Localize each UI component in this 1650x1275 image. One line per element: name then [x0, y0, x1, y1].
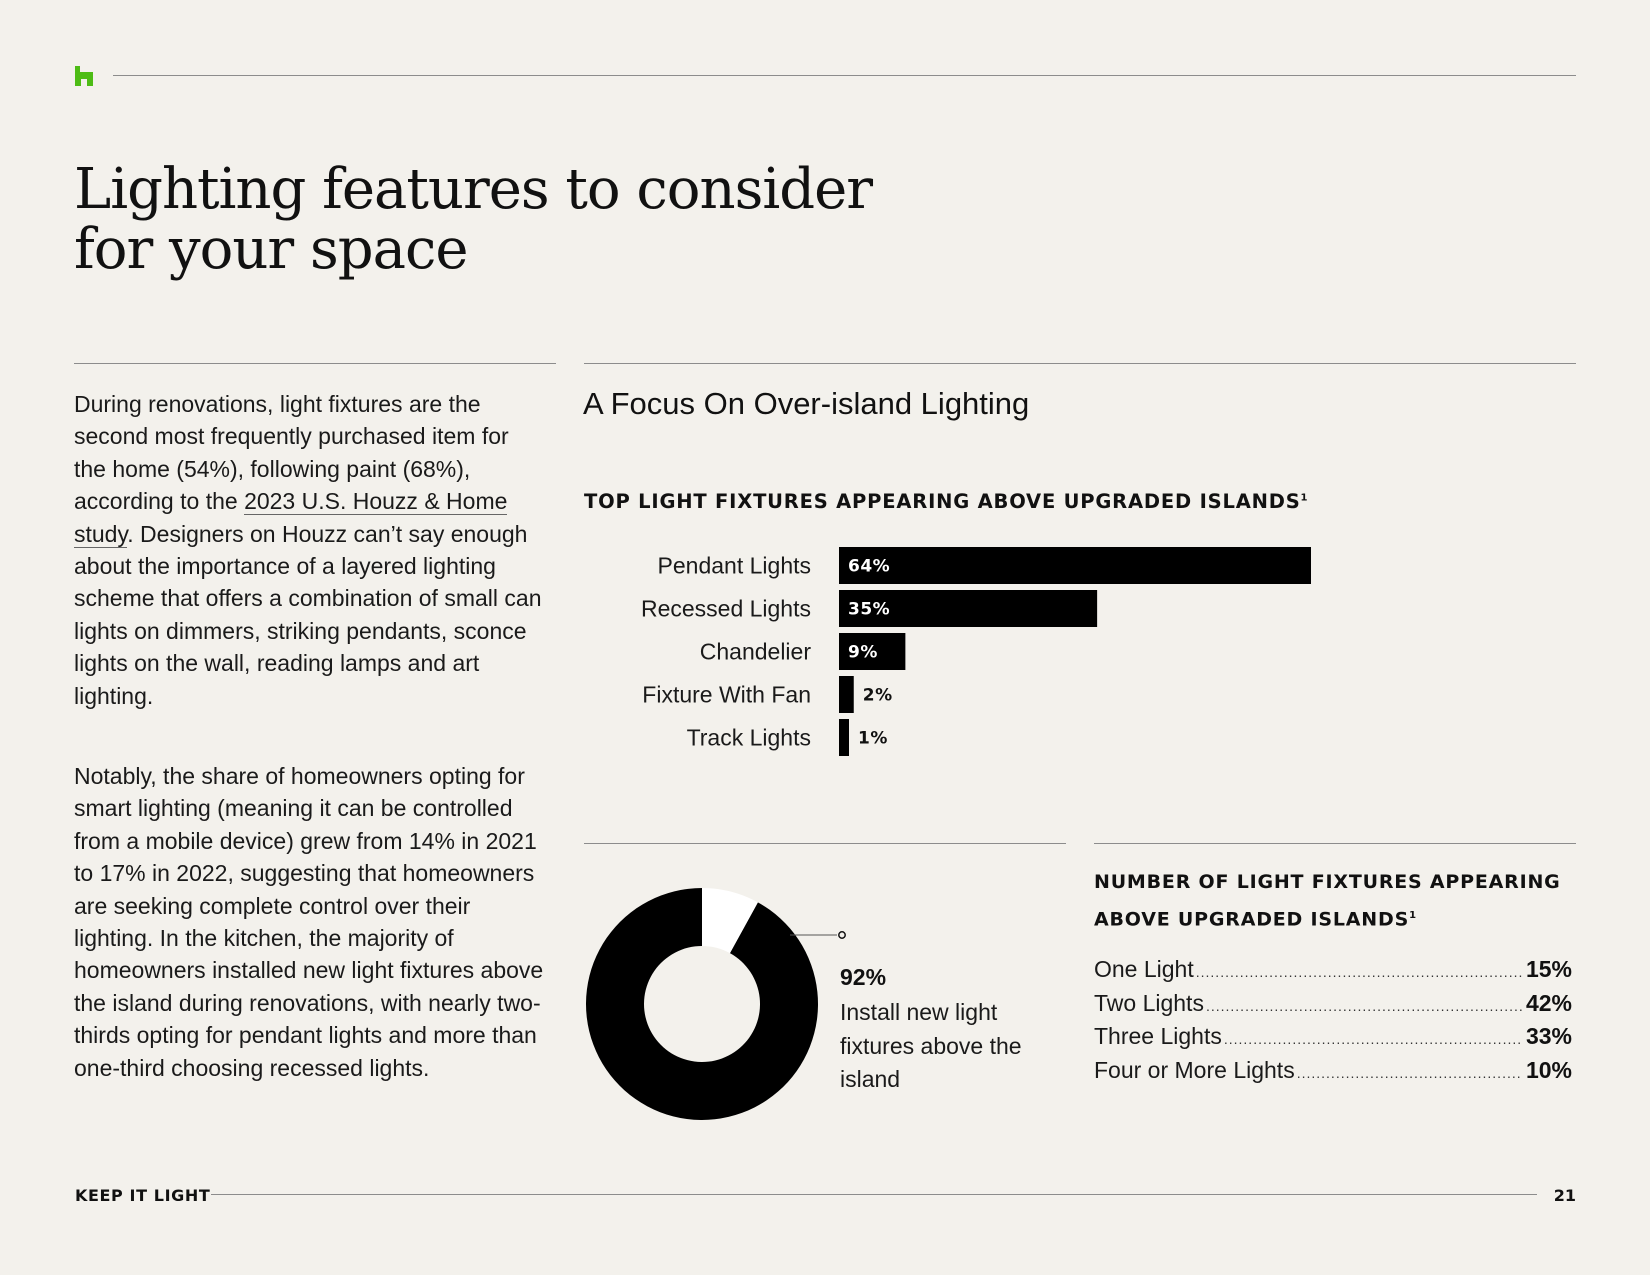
island-lighting-donut-chart — [585, 887, 819, 1121]
donut-percentage: 92% — [840, 964, 887, 990]
footer-rule — [211, 1194, 1537, 1195]
dot-leader — [1224, 1031, 1522, 1047]
bar-category-label: Recessed Lights — [640, 595, 811, 622]
right-column-rule — [584, 363, 1576, 364]
list-item — [1094, 1023, 1572, 1057]
page-number: 21 — [1553, 1186, 1576, 1205]
left-column-rule — [74, 363, 556, 364]
bar-category-label: Track Lights — [686, 724, 811, 751]
bar-value-label: 9% — [848, 642, 878, 663]
list-item-value: 10% — [1525, 1056, 1572, 1083]
intro-paragraph — [74, 388, 544, 712]
count-section-rule — [1094, 843, 1576, 844]
bar-category-label: Chandelier — [699, 638, 811, 665]
list-item-label: Two Lights — [1094, 989, 1204, 1016]
page-title — [74, 157, 874, 282]
list-item — [1094, 990, 1572, 1024]
footnote-mark: 1 — [1300, 492, 1309, 504]
fixture-count-list — [1094, 956, 1572, 1090]
smart-lighting-paragraph: Notably, the share of homeowners opting for smart lighting (meaning it can be controlled from a mobile device) grew from 14% in 2021 to 17% in 2022, suggesting that homeowners are seeking complete control over their lighting. In the kitchen, the majority of homeowners installed new light fixtures above the island during renovations, with nearly two-thirds opting for pendant lights and more than one-third choosing recessed lights. — [74, 763, 544, 1081]
page-title-line-2: for your space — [74, 217, 468, 282]
donut-section-rule — [584, 843, 1066, 844]
list-item-value: 33% — [1525, 1023, 1572, 1049]
bar — [839, 719, 849, 756]
page-title-line-1: Lighting features to consider — [74, 157, 872, 222]
donut-description: Install new light fixtures above the island — [840, 999, 1022, 1092]
section-title: A Focus On Over-island Lighting — [583, 386, 1030, 421]
fixture-count-heading — [1094, 866, 1574, 936]
bar-chart-heading — [584, 490, 1308, 513]
list-item-label: Four or More Lights — [1094, 1056, 1295, 1083]
list-item-value: 42% — [1525, 989, 1572, 1016]
intro-text: During renovations, light fixtures are the second most frequently purchased item for the home (54%), following paint (68%), according to the — [74, 391, 509, 515]
bar-value-label: 2% — [862, 685, 893, 706]
header-rule — [113, 75, 1576, 76]
list-item — [1094, 1057, 1572, 1091]
bar-value-label: 35% — [848, 599, 891, 620]
list-item-value: 15% — [1525, 956, 1572, 982]
bar — [839, 676, 854, 713]
bar-value-label: 64% — [848, 556, 891, 577]
bar-category-label: Fixture With Fan — [642, 681, 811, 708]
footer-section-label: KEEP IT LIGHT — [75, 1186, 211, 1205]
dot-leader — [1196, 964, 1522, 980]
dot-leader — [1206, 998, 1522, 1014]
list-item-label: Three Lights — [1094, 1023, 1222, 1049]
intro-text-continued: . Designers on Houzz can’t say enough about the importance of a layered lighting scheme that offers a combination of small can lights on dimmers, striking pendants, sconce lights on the wall, reading lamps and art lighting. — [74, 520, 542, 709]
houzz-home-study-link[interactable]: 2023 U.S. Houzz & Home study — [74, 488, 508, 547]
bar-value-label: 1% — [858, 728, 888, 749]
bar-chart-heading-text: TOP LIGHT FIXTURES APPEARING ABOVE UPGRADED ISLANDS — [584, 490, 1301, 513]
fixture-count-heading-line-2: ABOVE UPGRADED ISLANDS — [1094, 908, 1410, 931]
list-item — [1094, 956, 1572, 990]
houzz-logo-icon — [74, 66, 94, 86]
light-fixtures-bar-chart — [560, 540, 1360, 770]
bar-category-label: Pendant Lights — [657, 552, 811, 579]
footnote-mark: 1 — [1409, 910, 1417, 921]
list-item-label: One Light — [1094, 956, 1194, 982]
fixture-count-heading-line-1: NUMBER OF LIGHT FIXTURES APPEARING — [1094, 871, 1561, 893]
bar — [839, 547, 1311, 584]
donut-callout-line — [790, 928, 846, 942]
dot-leader — [1297, 1065, 1522, 1081]
